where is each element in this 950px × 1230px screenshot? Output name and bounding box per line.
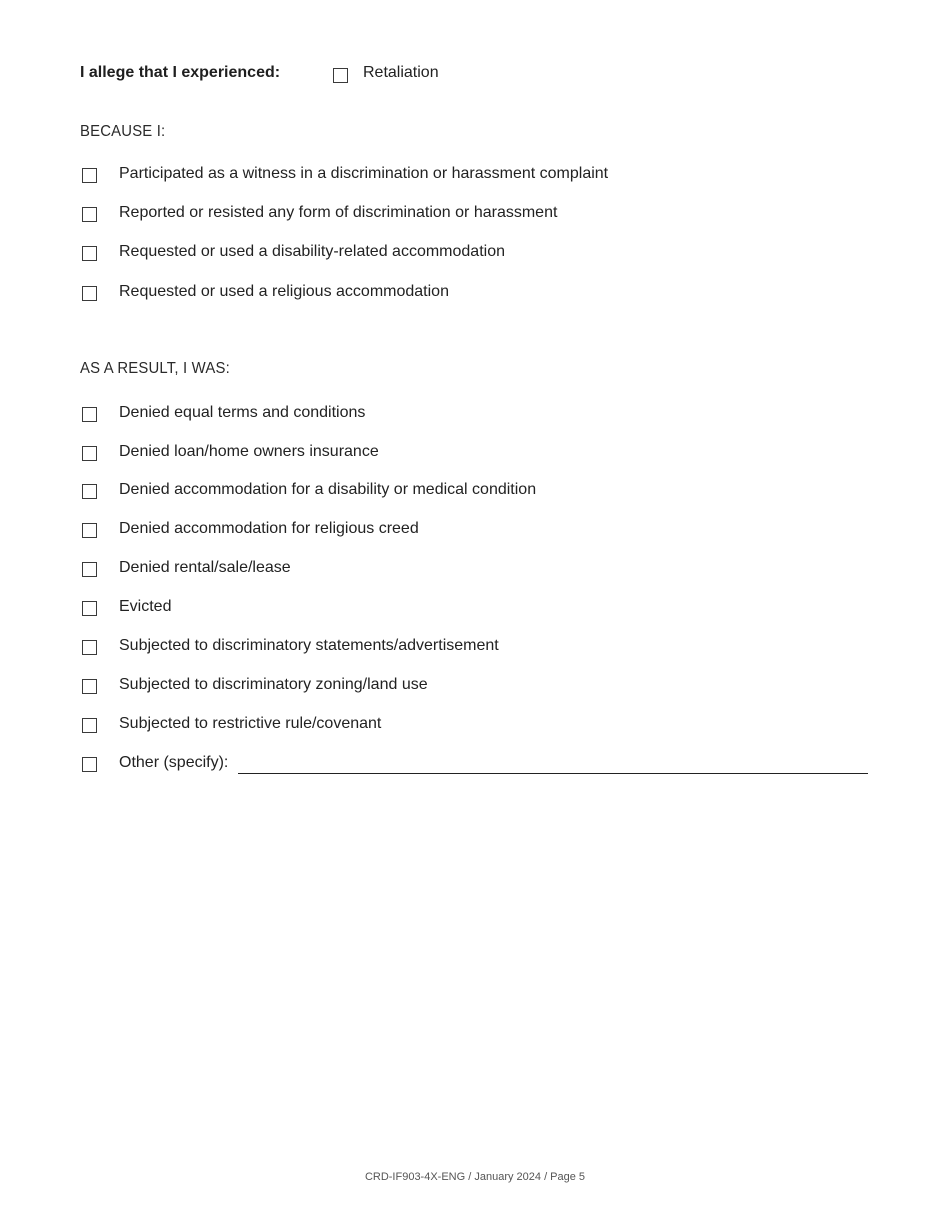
because-checkbox-religious-accommodation[interactable] <box>82 286 97 301</box>
because-item-religious-accommodation <box>82 282 872 306</box>
result-label-evicted: Evicted <box>119 598 172 615</box>
other-specify-field[interactable] <box>238 773 868 774</box>
because-checkbox-witness[interactable] <box>82 168 97 183</box>
result-label-disability-accommodation: Denied accommodation for a disability or medical condition <box>119 481 537 498</box>
page-footer: CRD-IF903-4X-ENG / January 2024 / Page 5 <box>364 1171 586 1183</box>
because-item-witness <box>82 164 872 188</box>
because-label-witness: Participated as a witness in a discrimination or harassment complaint <box>119 165 609 182</box>
result-label-religious-creed: Denied accommodation for religious creed <box>119 520 419 537</box>
result-checkbox-religious-creed[interactable] <box>82 523 97 538</box>
result-checkbox-disability-accommodation[interactable] <box>82 484 97 499</box>
result-item-restrictive-rule <box>82 714 872 738</box>
result-heading: AS A RESULT, I WAS: <box>80 360 230 377</box>
result-label-rental-sale-lease: Denied rental/sale/lease <box>119 559 291 576</box>
result-checkbox-restrictive-rule[interactable] <box>82 718 97 733</box>
result-item-other <box>82 753 872 777</box>
because-checkbox-reported[interactable] <box>82 207 97 222</box>
result-checkbox-zoning-land-use[interactable] <box>82 679 97 694</box>
because-item-disability-accommodation <box>82 242 872 266</box>
result-item-statements-advertisement <box>82 636 872 660</box>
result-checkbox-loan-insurance[interactable] <box>82 446 97 461</box>
result-label-restrictive-rule: Subjected to restrictive rule/covenant <box>119 715 382 732</box>
result-checkbox-other[interactable] <box>82 757 97 772</box>
result-item-zoning-land-use <box>82 675 872 699</box>
because-label-disability-accommodation: Requested or used a disability-related accommodation <box>119 243 505 260</box>
retaliation-checkbox[interactable] <box>333 68 348 83</box>
result-label-zoning-land-use: Subjected to discriminatory zoning/land use <box>119 676 428 693</box>
result-checkbox-statements-advertisement[interactable] <box>82 640 97 655</box>
result-item-disability-accommodation <box>82 480 872 504</box>
because-heading: BECAUSE I: <box>80 123 166 140</box>
result-item-equal-terms <box>82 403 872 427</box>
because-label-religious-accommodation: Requested or used a religious accommodation <box>119 283 449 300</box>
because-checkbox-disability-accommodation[interactable] <box>82 246 97 261</box>
result-label-loan-insurance: Denied loan/home owners insurance <box>119 443 379 460</box>
result-label-equal-terms: Denied equal terms and conditions <box>119 404 366 421</box>
result-label-other: Other (specify): <box>119 754 229 771</box>
allegation-row <box>80 62 860 88</box>
result-item-evicted <box>82 597 872 621</box>
result-item-loan-insurance <box>82 442 872 466</box>
because-item-reported <box>82 203 872 227</box>
because-label-reported: Reported or resisted any form of discrimination or harassment <box>119 204 558 221</box>
result-checkbox-evicted[interactable] <box>82 601 97 616</box>
allegation-label: I allege that I experienced: <box>80 64 281 81</box>
result-item-rental-sale-lease <box>82 558 872 582</box>
retaliation-label: Retaliation <box>363 64 439 81</box>
result-item-religious-creed <box>82 519 872 543</box>
result-checkbox-rental-sale-lease[interactable] <box>82 562 97 577</box>
result-checkbox-equal-terms[interactable] <box>82 407 97 422</box>
result-label-statements-advertisement: Subjected to discriminatory statements/advertisement <box>119 637 499 654</box>
